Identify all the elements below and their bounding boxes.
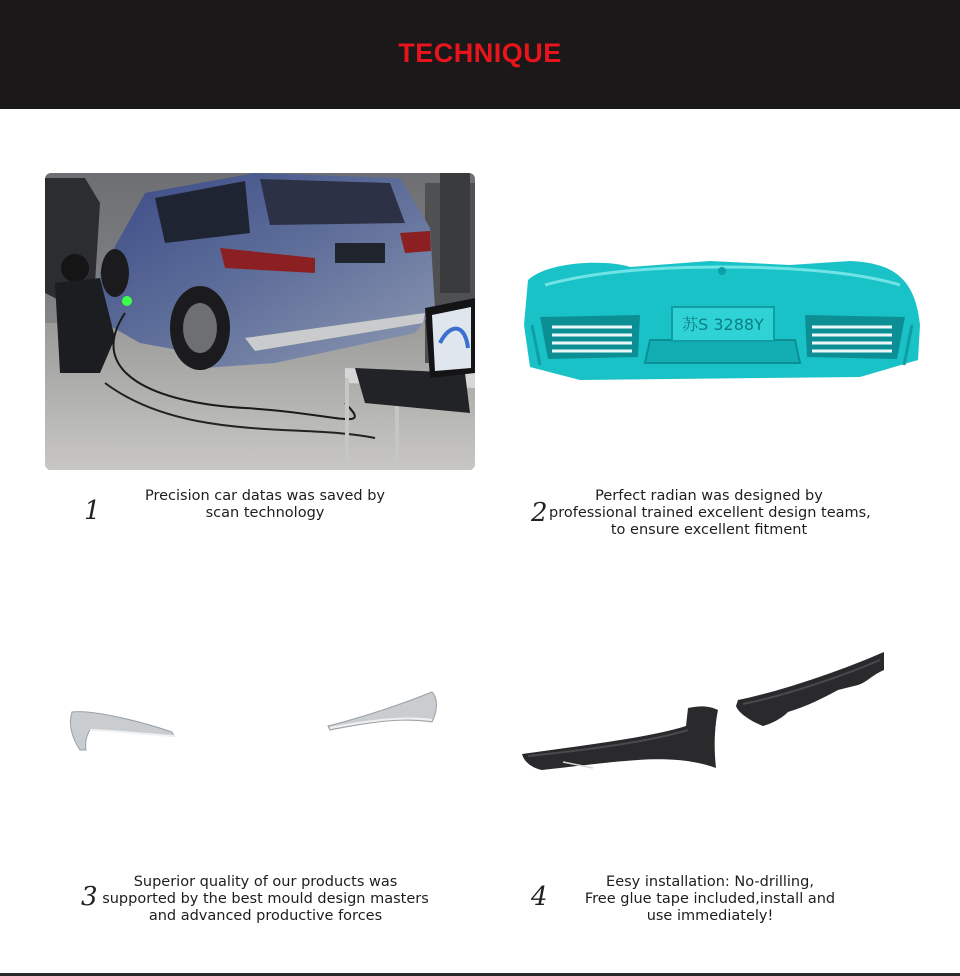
page-title: TECHNIQUE: [398, 38, 562, 68]
carbon-fiber-trims: [518, 650, 888, 775]
step-caption-line: and advanced productive forces: [148, 908, 383, 924]
step-caption-1: [115, 488, 415, 522]
step-caption-4: [580, 874, 840, 925]
step-number-1: 1: [84, 496, 101, 526]
step-number-2: 2: [531, 498, 548, 528]
step-caption-3: [98, 874, 433, 925]
step-caption-line: Superior quality of our products was: [133, 874, 398, 890]
step-number-3: 3: [81, 882, 98, 912]
step-caption-line: to ensure excellent fitment: [610, 522, 808, 538]
step-caption-line: Precision car datas was saved by: [144, 488, 385, 504]
step-caption-line: Free glue tape included,install and: [584, 891, 836, 907]
step-caption-line: scan technology: [205, 505, 325, 521]
step-caption-2: [549, 488, 869, 539]
license-plate-text: 苏S 3288Y: [682, 315, 764, 334]
car-3d-scanning-photo: [45, 173, 475, 470]
step-number-4: 4: [531, 882, 548, 912]
bumper-3d-model: [520, 255, 925, 385]
step-caption-line: professional trained excellent design teams,: [549, 505, 871, 521]
step-caption-line: use immediately!: [646, 908, 774, 924]
step-caption-line: Eesy installation: No-drilling,: [606, 874, 814, 890]
step-caption-line: Perfect radian was designed by: [595, 488, 823, 504]
silver-mould-trims: [60, 690, 450, 760]
step-caption-line: supported by the best mould design masters: [102, 891, 429, 907]
header-banner: [0, 0, 960, 109]
